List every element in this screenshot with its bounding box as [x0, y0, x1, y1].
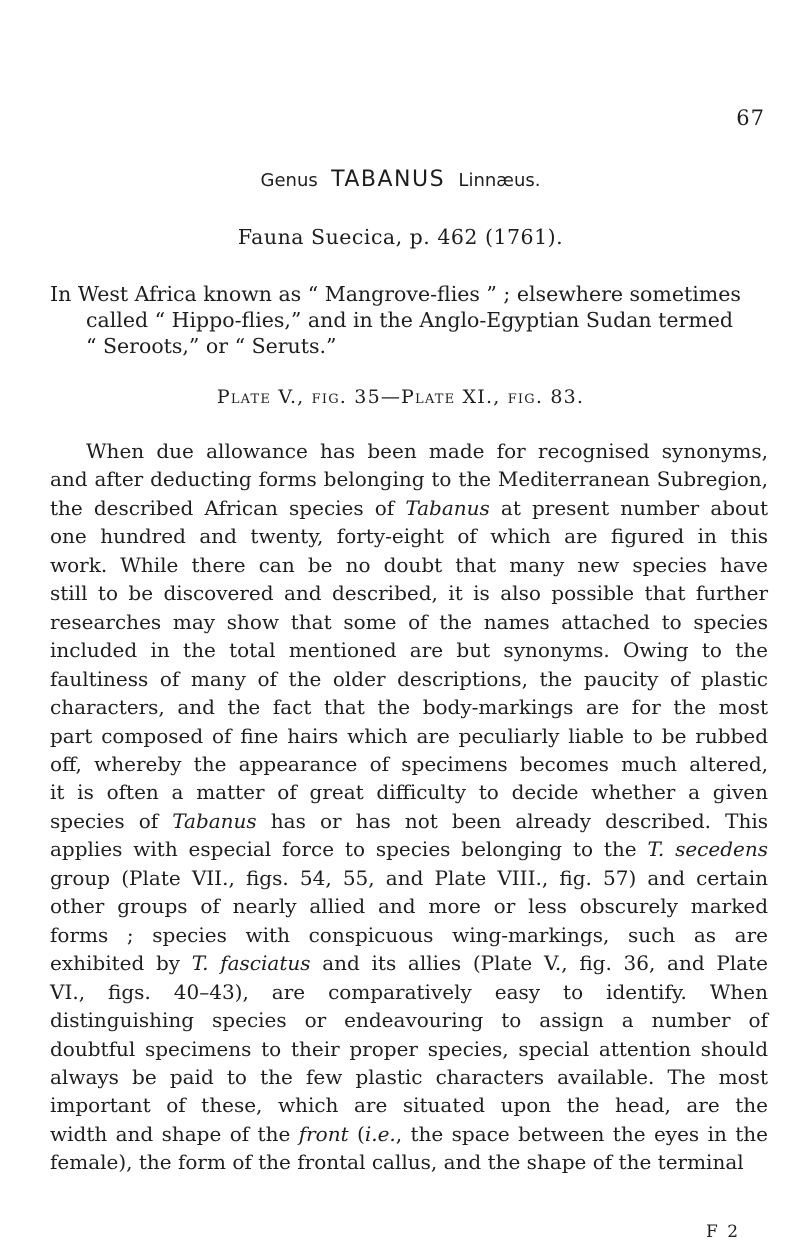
italic-term: i.e.	[364, 1121, 396, 1146]
body-line: and after deducting forms belonging to the Mediterranean Subregion,	[50, 467, 768, 492]
body-line: species of Tabanus has or has not been already described. This	[50, 808, 768, 833]
body-line: When due allowance has been made for recognised synonyms,	[86, 439, 768, 463]
italic-term: T. secedens	[647, 837, 768, 862]
body-line: one hundred and twenty, forty-eight of which are figured in this	[50, 524, 768, 549]
intro-line: called “ Hippo-flies,” and in the Anglo-Egyptian Sudan termed	[86, 308, 734, 332]
body-line: faultiness of many of the older descriptions, the paucity of plastic	[50, 666, 768, 691]
page-number: 67	[736, 106, 765, 130]
body-line: still to be discovered and described, it is also possible that further	[50, 581, 768, 606]
body-line: female), the form of the frontal callus, and the shape of the terminal	[50, 1150, 744, 1175]
intro-line: “ Seroots,” or “ Seruts.”	[86, 334, 337, 358]
body-line: it is often a matter of great difficulty to decide whether a given	[50, 780, 768, 805]
plate-reference-text: Plate V., fig. 35—Plate XI., fig. 83.	[216, 386, 585, 408]
genus-heading	[0, 167, 801, 192]
body-line: group (Plate VII., figs. 54, 55, and Plate VIII., fig. 57) and certain	[50, 865, 768, 890]
body-line: included in the total mentioned are but synonyms. Owing to the	[50, 638, 768, 663]
body-line: work. While there can be no doubt that many new species have	[50, 552, 768, 577]
italic-term: Tabanus	[172, 808, 257, 833]
signature-mark: F 2	[706, 1222, 741, 1242]
body-line: width and shape of the front (i.e., the space between the eyes in the	[50, 1121, 768, 1146]
genus-name: TABANUS	[331, 167, 446, 192]
genus-authority: Linnæus.	[458, 170, 541, 191]
body-line: always be paid to the few plastic characters available. The most	[50, 1064, 768, 1089]
body-line: other groups of nearly allied and more or less obscurely marked	[50, 894, 768, 919]
fauna-reference: Fauna Suecica, p. 462 (1761).	[237, 225, 564, 249]
body-line: researches may show that some of the names attached to species	[50, 609, 768, 634]
plate-reference	[0, 386, 801, 408]
body-line: doubtful specimens to their proper species, special attention should	[50, 1036, 768, 1061]
body-line: forms ; species with conspicuous wing-markings, such as are	[50, 922, 768, 947]
body-line: applies with especial force to species belonging to the T. secedens	[50, 837, 768, 862]
common-names-paragraph	[50, 281, 768, 359]
italic-term: front	[298, 1121, 349, 1146]
body-line: exhibited by T. fasciatus and its allies (Plate V., fig. 36, and Plate	[50, 951, 768, 976]
intro-line: In West Africa known as “ Mangrove-flies ” ; elsewhere sometimes	[50, 282, 741, 306]
body-line: the described African species of Tabanus at present number about	[50, 495, 769, 520]
body-line: distinguishing species or endeavouring to assign a number of	[50, 1008, 768, 1033]
body-line: part composed of fine hairs which are peculiarly liable to be rubbed	[50, 723, 768, 748]
genus-prefix: Genus	[260, 170, 318, 191]
italic-term: Tabanus	[405, 495, 490, 520]
body-line: VI., figs. 40–43), are comparatively easy to identify. When	[50, 979, 768, 1004]
body-paragraph	[50, 437, 768, 1177]
body-line: off, whereby the appearance of specimens becomes much altered,	[50, 751, 768, 776]
body-line: characters, and the fact that the body-markings are for the most	[50, 695, 768, 720]
italic-term: T. fasciatus	[191, 951, 311, 976]
body-line: important of these, which are situated upon the head, are the	[50, 1093, 768, 1118]
